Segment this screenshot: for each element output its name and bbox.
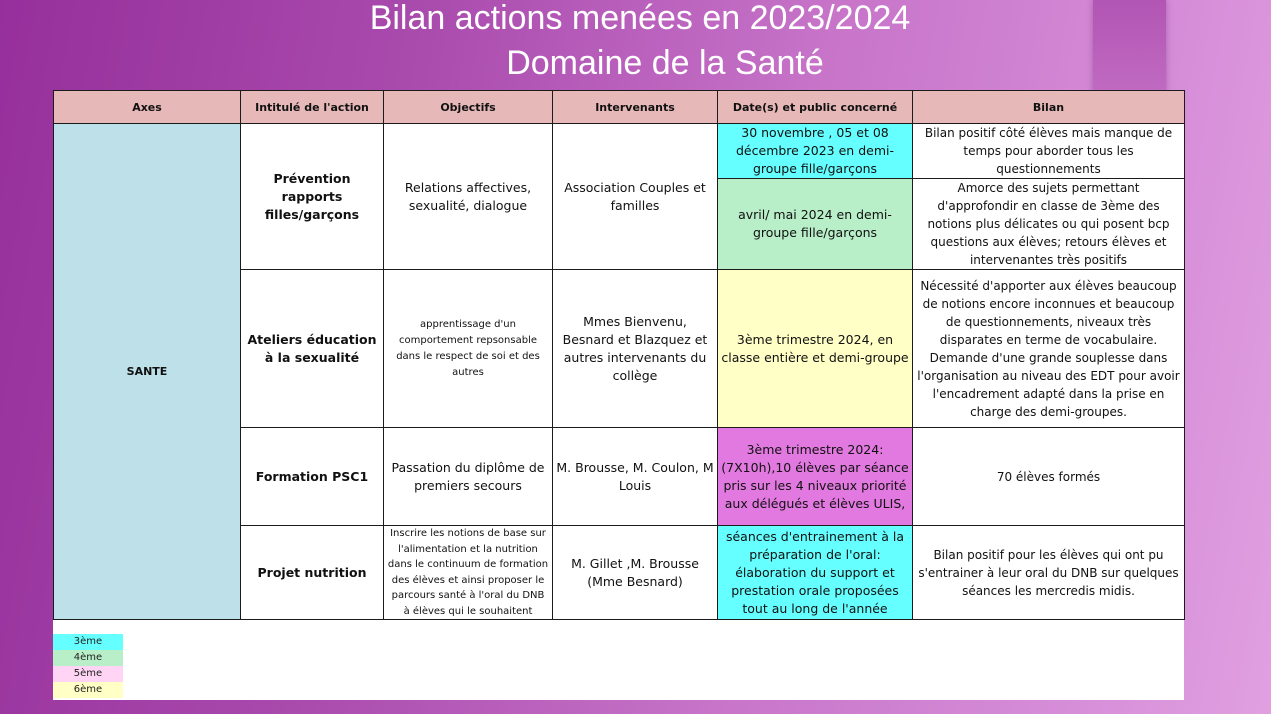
- objectifs-cell: apprentissage d'un comportement repsonsable dans le respect de soi et des autres: [384, 270, 553, 428]
- intitule-cell: Projet nutrition: [241, 526, 384, 620]
- header-intervenants: Intervenants: [553, 91, 718, 124]
- objectifs-cell: Passation du diplôme de premiers secours: [384, 428, 553, 526]
- bilan-cell: Bilan positif côté élèves mais manque de temps pour aborder tous les questionnements: [913, 124, 1185, 179]
- intitule-cell: Ateliers éducation à la sexualité: [241, 270, 384, 428]
- legend-item-3eme: 3ème: [53, 634, 123, 650]
- dates-cell-3eme: 30 novembre , 05 et 08 décembre 2023 en demi-groupe fille/garçons: [718, 124, 913, 179]
- title-line-1: Bilan actions menées en 2023/2024: [369, 0, 911, 37]
- intervenants-cell: Association Couples et familles: [553, 124, 718, 270]
- header-objectifs: Objectifs: [384, 91, 553, 124]
- legend-item-5eme: 5ème: [53, 666, 123, 682]
- objectifs-cell: Relations affectives, sexualité, dialogue: [384, 124, 553, 270]
- header-bilan: Bilan: [913, 91, 1185, 124]
- actions-table: [53, 90, 1185, 620]
- dates-cell-4eme: avril/ mai 2024 en demi-groupe fille/garçons: [718, 179, 913, 270]
- title-line-2: Domaine de la Santé: [506, 44, 824, 82]
- bilan-cell: Amorce des sujets permettant d'approfondir en classe de 3ème des notions plus délicates ou qui posent bcp questions aux élèves; retours élèves et intervenantes très positifs: [913, 179, 1185, 270]
- intervenants-cell: M. Brousse, M. Coulon, M Louis: [553, 428, 718, 526]
- level-legend: [53, 634, 123, 698]
- bilan-cell: 70 élèves formés: [913, 428, 1185, 526]
- bilan-cell: Bilan positif pour les élèves qui ont pu s'entrainer à leur oral du DNB sur quelques séances les mercredis midis.: [913, 526, 1185, 620]
- header-axes: Axes: [54, 91, 241, 124]
- intervenants-cell: Mmes Bienvenu, Besnard et Blazquez et autres intervenants du collège: [553, 270, 718, 428]
- intervenants-cell: M. Gillet ,M. Brousse (Mme Besnard): [553, 526, 718, 620]
- objectifs-cell: Inscrire les notions de base sur l'alimentation et la nutrition dans le continuum de formation des élèves et ainsi proposer le parcours santé à l'oral du DNB à élèves qui le souhaitent: [384, 526, 553, 620]
- legend-item-6eme: 6ème: [53, 682, 123, 698]
- dates-cell-3eme: séances d'entrainement à la préparation de l'oral: élaboration du support et prestation orale proposées tout au long de l'année: [718, 526, 913, 620]
- axis-cell: SANTE: [54, 124, 241, 620]
- table-header-row: [54, 91, 1185, 124]
- decorative-panel: [1093, 0, 1166, 92]
- legend-item-4eme: 4ème: [53, 650, 123, 666]
- intitule-cell: Prévention rapports filles/garçons: [241, 124, 384, 270]
- table-row: [54, 124, 1185, 179]
- spreadsheet-area: [53, 90, 1184, 700]
- bilan-cell: Nécessité d'apporter aux élèves beaucoup de notions encore inconnues et beaucoup de questionnements, niveaux très disparates en terme de vocabulaire. Demande d'une grande souplesse dans l'organisation au niveau des EDT pour avoir l'encadrement adapté dans la prise en charge des demi-groupes.: [913, 270, 1185, 428]
- dates-cell-6eme: 3ème trimestre 2024, en classe entière et demi-groupe: [718, 270, 913, 428]
- header-intitule: Intitulé de l'action: [241, 91, 384, 124]
- dates-cell-5eme: 3ème trimestre 2024: (7X10h),10 élèves par séance pris sur les 4 niveaux priorité aux délégués et élèves ULIS,: [718, 428, 913, 526]
- intitule-cell: Formation PSC1: [241, 428, 384, 526]
- header-dates: Date(s) et public concerné: [718, 91, 913, 124]
